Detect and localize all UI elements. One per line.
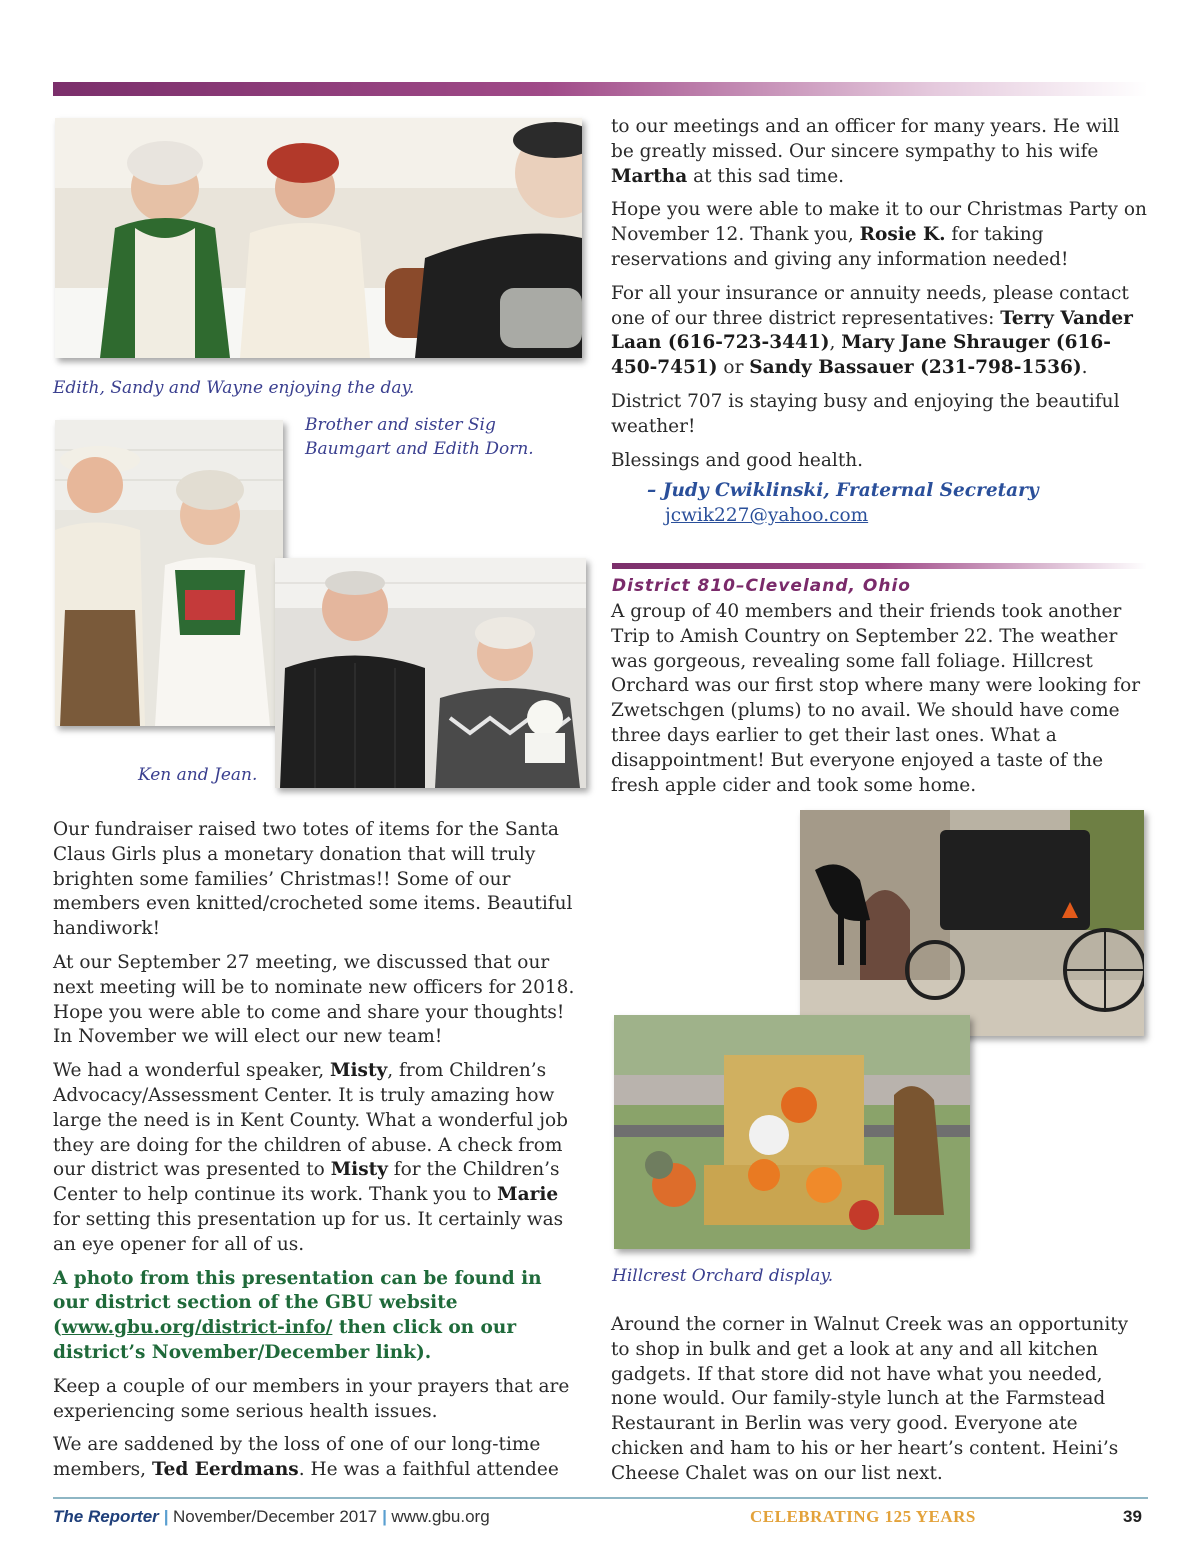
paragraph: Around the corner in Walnut Creek was an opportunity to shop in bulk and get a look at any and all kitchen gadgets. If that store did not have what you needed, none would. Our family-style lunch at the Farmstead Restaurant in Berlin was very good. Everyone ate chicken and ham to his or her heart’s content. Heini’s Cheese Chalet was on our list next.: [611, 1314, 1129, 1484]
paragraph: We had a wonderful speaker, Misty, from Children’s Advocacy/Assessment Center. It is truly amazing how large the need is in Kent County. What a wonderful job they are doing for the children of abuse. A check from our district was presented to Misty for the Children’s Center to help continue its work. Thank you to Marie for setting this presentation up for us. It certainly was an eye opener for all of us.: [53, 1060, 568, 1255]
page-number: 39: [1123, 1507, 1142, 1526]
photo-amish-buggy: [800, 810, 1144, 1036]
footer-publication: The Reporter | November/December 2017 | www.gbu.org: [53, 1507, 490, 1526]
paragraph: Hope you were able to make it to our Christmas Party on November 12. Thank you, Rosie K. for taking reservations and giving any information needed!: [611, 199, 1147, 270]
paragraph: Our fundraiser raised two totes of items for the Santa Claus Girls plus a monetary donation that will truly brighten some families’ Christmas!! Some of our members even knitted/crocheted some items. Beautiful handiwork!: [53, 819, 573, 940]
paragraph: Keep a couple of our members in your prayers that are experiencing some serious health issues.: [53, 1375, 570, 1422]
gbu-website-notice: A photo from this presentation can be found in our district section of the GBU website (www.gbu.org/district-info/ then click on our district’s November/December link).: [53, 1267, 542, 1363]
paragraph: At our September 27 meeting, we discussed that our next meeting will be to nominate new officers for 2018. Hope you were able to come and share your thoughts! In November we will elect our new team!: [53, 951, 575, 1048]
footer-celebrating: CELEBRATING 125 YEARS: [750, 1507, 976, 1526]
email-link[interactable]: jcwik227@yahoo.com: [665, 505, 869, 527]
caption-photo-1: Edith, Sandy and Wayne enjoying the day.: [53, 378, 415, 398]
signature: – Judy Cwiklinski, Fraternal Secretary: [647, 480, 1039, 502]
photo-edith-sandy-wayne: [55, 118, 582, 358]
paragraph: We are saddened by the loss of one of our long-time members, Ted Eerdmans. He was a faithful attendee: [53, 1434, 559, 1481]
right-column-text-top: [611, 115, 1147, 529]
photo-hillcrest-orchard-display: [614, 1015, 970, 1249]
paragraph: A group of 40 members and their friends took another Trip to Amish Country on September 22. The weather was gorgeous, revealing some fall foliage. Hillcrest Orchard was our first stop where many were looking for Zwetschgen (plums) to no avail. We should have come three days earlier to get their last ones. What a disappointment! But everyone enjoyed a taste of the fresh apple cider and took some home.: [611, 601, 1141, 796]
paragraph: to our meetings and an officer for many years. He will be greatly missed. Our sincere sympathy to his wife Martha at this sad time.: [611, 116, 1120, 187]
right-column-text-middle: [611, 600, 1147, 807]
section-divider-bar: [612, 563, 1147, 569]
paragraph: District 707 is staying busy and enjoying the beautiful weather!: [611, 390, 1120, 437]
gbu-district-info-link[interactable]: www.gbu.org/district-info/: [61, 1317, 333, 1339]
caption-photo-5: Hillcrest Orchard display.: [612, 1266, 834, 1286]
caption-photo-3: Ken and Jean.: [138, 765, 258, 785]
right-column-text-bottom: [611, 1313, 1147, 1496]
photo-ken-and-jean: [275, 558, 586, 788]
paragraph: For all your insurance or annuity needs, please contact one of our three district representatives: Terry Vander Laan (616-723-3441), Mary Jane Shrauger (616-450-7451) or Sandy Bassauer (231-798-1536).: [611, 282, 1133, 379]
footer-divider: [53, 1497, 1148, 1499]
top-accent-bar: [53, 82, 1148, 96]
section-heading: District 810–Cleveland, Ohio: [612, 576, 911, 596]
footer-website-link[interactable]: www.gbu.org: [391, 1507, 490, 1526]
paragraph: Blessings and good health.: [611, 449, 864, 471]
photo-sig-and-edith: [55, 420, 283, 726]
left-column-text: [53, 818, 583, 1492]
caption-photo-2: Brother and sister Sig Baumgart and Edith Dorn.: [305, 415, 534, 459]
